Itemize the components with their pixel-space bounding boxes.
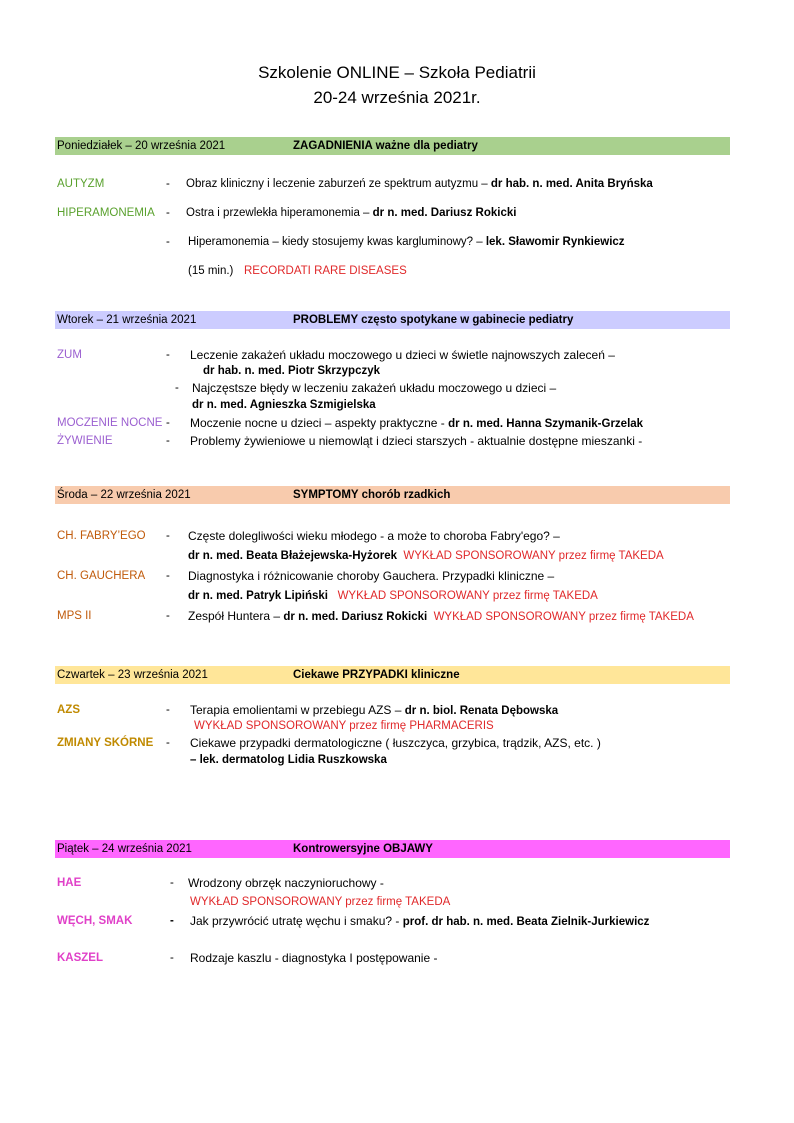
speaker: prof. dr hab. n. med. Beata Zielnik-Jurkiewicz	[402, 916, 650, 928]
lecture-title: Leczenie zakażeń układu moczowego u dzieci w świetle najnowszych zaleceń –	[190, 348, 615, 362]
dash: -	[166, 704, 170, 716]
lecture-title: Najczęstsze błędy w leczeniu zakażeń układu moczowego u dzieci –	[192, 381, 557, 395]
sponsor-note: RECORDATI RARE DISEASES	[244, 265, 407, 277]
topic-label: AZS	[57, 704, 80, 716]
sponsor-note: WYKŁAD SPONSOROWANY przez firmę TAKEDA	[337, 590, 598, 602]
lecture-title: Problemy żywieniowe u niemowląt i dzieci starszych - aktualnie dostępne mieszanki -	[190, 434, 643, 448]
sponsor-note: WYKŁAD SPONSOROWANY przez firmę PHARMACERIS	[194, 720, 494, 732]
dash: -	[166, 435, 170, 447]
day-topic: Ciekawe PRZYPADKI kliniczne	[293, 669, 460, 681]
sponsor-note: WYKŁAD SPONSOROWANY przez firmę TAKEDA	[190, 896, 451, 908]
day-header-wednesday	[55, 486, 730, 504]
sponsor-note: WYKŁAD SPONSOROWANY przez firmę TAKEDA	[403, 550, 664, 562]
speaker-line	[188, 589, 598, 604]
day-date: Wtorek – 21 września 2021	[57, 314, 197, 326]
lecture-entry	[190, 914, 649, 930]
dash: -	[166, 737, 170, 749]
day-topic: Kontrowersyjne OBJAWY	[293, 843, 433, 855]
speaker: dr n. med. Dariusz Rokicki	[283, 611, 428, 623]
topic-label: HAE	[57, 877, 82, 889]
lecture-title: Terapia emolientami w przebiegu AZS –	[190, 703, 405, 717]
speaker: dr n. med. Beata Błażejewska-Hyżorek	[188, 550, 397, 562]
topic-label: CH. GAUCHERA	[57, 570, 146, 582]
dash: -	[170, 915, 174, 927]
speaker: lek. Sławomir Rynkiewicz	[485, 236, 625, 248]
day-header-thursday	[55, 666, 730, 684]
dash: -	[166, 178, 170, 190]
day-header-tuesday	[55, 311, 730, 329]
dash: -	[166, 530, 170, 542]
day-topic: ZAGADNIENIA ważne dla pediatry	[293, 140, 478, 152]
dash: -	[170, 952, 174, 964]
speaker: dr n. med. Patryk Lipiński	[188, 590, 328, 602]
lecture-entry	[186, 177, 653, 192]
lecture-title: Moczenie nocne u dzieci – aspekty praktyczne -	[190, 416, 449, 430]
day-date: Czwartek – 23 września 2021	[57, 669, 208, 681]
lecture-title: Ciekawe przypadki dermatologiczne ( łuszczyca, grzybica, trądzik, AZS, etc. )	[190, 736, 601, 750]
lecture-title: Obraz kliniczny i leczenie zaburzeń ze spektrum autyzmu –	[186, 178, 491, 190]
lecture-title: Częste dolegliwości wieku młodego - a może to choroba Fabry'ego? –	[188, 529, 560, 543]
topic-label: AUTYZM	[57, 178, 105, 190]
dash: -	[166, 570, 170, 582]
day-header-friday	[55, 840, 730, 858]
lecture-title: Rodzaje kaszlu - diagnostyka I postępowanie -	[190, 951, 438, 965]
dash: -	[170, 877, 174, 889]
speaker: – lek. dermatolog Lidia Ruszkowska	[190, 754, 387, 766]
speaker: dr n. med. Dariusz Rokicki	[372, 207, 517, 219]
speaker: dr hab. n. med. Piotr Skrzypczyk	[203, 365, 381, 377]
day-date: Poniedziałek – 20 września 2021	[57, 140, 226, 152]
page-subtitle-dates: 20-24 września 2021r.	[313, 88, 481, 107]
lecture-title: Jak przywrócić utratę węchu i smaku? -	[190, 914, 403, 928]
day-topic: PROBLEMY często spotykane w gabinecie pediatry	[293, 314, 574, 326]
page-title: Szkolenie ONLINE – Szkoła Pediatrii	[258, 63, 536, 82]
topic-label: HIPERAMONEMIA	[57, 207, 155, 219]
speaker: dr n. med. Hanna Szymanik-Grzelak	[448, 418, 644, 430]
lecture-entry	[190, 416, 643, 432]
lecture-entry	[190, 703, 558, 719]
dash: -	[166, 349, 170, 361]
topic-label: WĘCH, SMAK	[57, 915, 133, 927]
lecture-title: Ostra i przewlekła hiperamonemia –	[186, 207, 373, 219]
dash: -	[175, 382, 179, 394]
day-topic: SYMPTOMY chorób rzadkich	[293, 489, 451, 501]
speaker-line	[188, 549, 664, 564]
day-header-monday	[55, 137, 730, 155]
lecture-title: Zespół Huntera –	[188, 609, 284, 623]
dash: -	[166, 610, 170, 622]
topic-label: MPS II	[57, 610, 92, 622]
lecture-entry	[188, 235, 625, 250]
lecture-entry	[188, 609, 694, 625]
dash: -	[166, 236, 170, 248]
topic-label: ZUM	[57, 349, 82, 361]
lecture-title: Wrodzony obrzęk naczynioruchowy -	[188, 876, 384, 890]
topic-label: ZMIANY SKÓRNE	[57, 737, 154, 749]
topic-label: CH. FABRY’EGO	[57, 530, 146, 542]
duration-note: (15 min.)	[188, 265, 234, 277]
dash: -	[166, 417, 170, 429]
sponsor-note: WYKŁAD SPONSOROWANY przez firmę TAKEDA	[433, 611, 694, 623]
topic-label: MOCZENIE NOCNE	[57, 417, 163, 429]
day-date: Środa – 22 września 2021	[57, 489, 191, 501]
topic-label: KASZEL	[57, 952, 103, 964]
day-date: Piątek – 24 września 2021	[57, 843, 192, 855]
speaker: dr n. med. Agnieszka Szmigielska	[192, 399, 376, 411]
topic-label: ŻYWIENIE	[57, 435, 113, 447]
speaker: dr n. biol. Renata Dębowska	[404, 705, 559, 717]
speaker: dr hab. n. med. Anita Bryńska	[490, 178, 653, 190]
lecture-title: Hiperamonemia – kiedy stosujemy kwas kargluminowy? –	[188, 236, 486, 248]
lecture-entry	[186, 206, 516, 221]
lecture-title: Diagnostyka i różnicowanie choroby Gauchera. Przypadki kliniczne –	[188, 569, 555, 583]
dash: -	[166, 207, 170, 219]
